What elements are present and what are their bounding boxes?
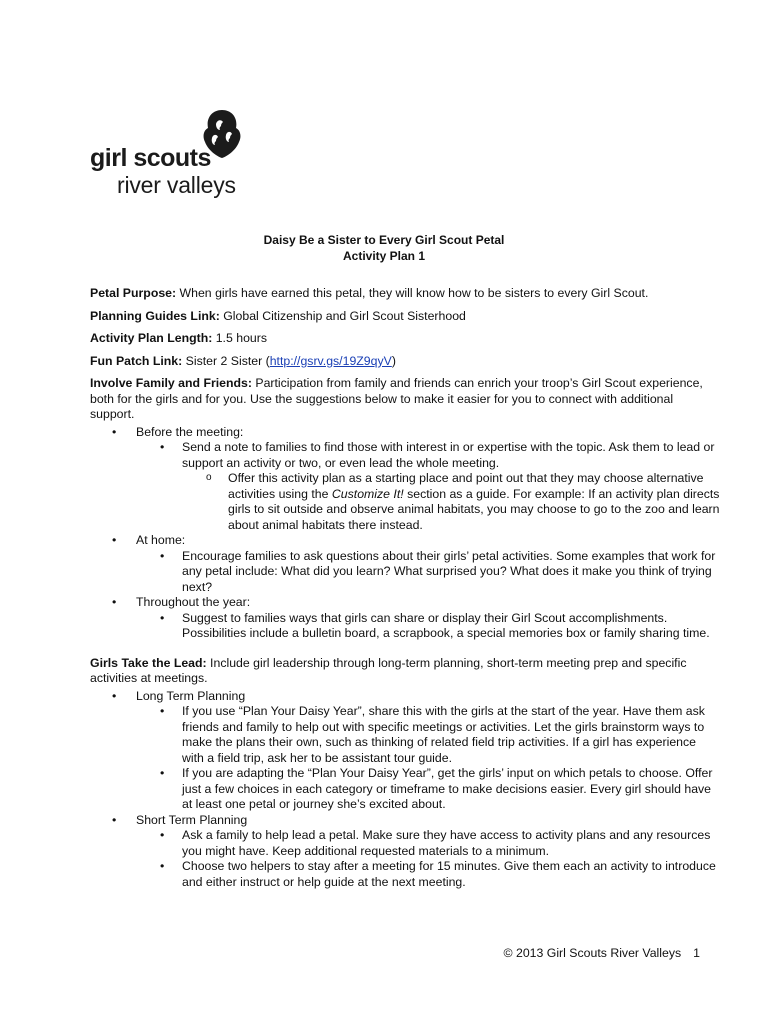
- document-body: [90, 286, 720, 890]
- list-item: [136, 704, 720, 766]
- customize-it-emphasis: Customize It!: [331, 486, 404, 501]
- lead-section-intro: [90, 656, 720, 687]
- short-term-item: Choose two helpers to stay after a meeting for 15 minutes. Give them each an activity to introduce and either instruct or help guide at the next meeting.: [182, 859, 716, 889]
- family-list: [90, 425, 720, 642]
- spacer: [90, 642, 720, 656]
- before-meeting-item: Send a note to families to find those with interest in or expertise with the topic. Ask them to lead or support an activity or two, or even lead the whole meeting.: [182, 440, 715, 470]
- footer-copyright: © 2013 Girl Scouts River Valleys: [503, 946, 682, 960]
- list-item: [136, 549, 720, 596]
- throughout-year-list: [136, 611, 720, 642]
- list-item: [90, 595, 720, 642]
- at-home-heading: At home:: [136, 533, 186, 547]
- fun-patch-link: [90, 354, 720, 370]
- fun-patch-url-link[interactable]: http://gsrv.gs/19Z9qyV: [269, 353, 392, 368]
- page-footer: [504, 946, 700, 960]
- planning-guides-text: Global Citizenship and Girl Scout Sisterhood: [219, 308, 466, 323]
- planning-guides: [90, 309, 720, 325]
- at-home-list: [136, 549, 720, 596]
- activity-plan-length-label: Activity Plan Length:: [90, 331, 213, 345]
- list-item: [90, 689, 720, 813]
- long-term-heading: Long Term Planning: [136, 688, 246, 703]
- list-item: [136, 766, 720, 813]
- list-item: [136, 611, 720, 642]
- lead-section-text: Include girl leadership through long-term planning, short-term meeting prep and specific activities at meetings.: [90, 655, 687, 685]
- fun-patch-text-end: ): [391, 353, 396, 368]
- long-term-item: If you use “Plan Your Daisy Year”, share this with the girls at the start of the year. Have them ask friends and family to help out with specific meetings or activities. Let the girls brainstorm ways to make the plans their own, such as thinking of related field trip activities. If a girl has experience with a field trip, ask her to be assistant tour guide.: [182, 704, 705, 765]
- list-item: [90, 533, 720, 595]
- before-sub-text: Offer this activity plan as a starting place and point out that they may choose alternative activities using the: [228, 471, 704, 501]
- fun-patch-text: Sister 2 Sister (: [182, 353, 270, 368]
- lead-section-label: Girls Take the Lead:: [90, 655, 207, 670]
- activity-plan-length: [90, 331, 720, 347]
- list-item: [182, 471, 720, 533]
- girl-scouts-logo: [90, 108, 290, 200]
- lead-list: [90, 689, 720, 891]
- document-title: Daisy Be a Sister to Every Girl Scout Petal: [263, 233, 505, 247]
- logo-text-river-valleys: river valleys: [117, 172, 236, 198]
- family-section-text: Participation from family and friends can enrich your troop’s Girl Scout experience, both for the girls and for you. Use the suggestions below to make it easier for you to connect with additional support.: [90, 376, 703, 421]
- at-home-item: Encourage families to ask questions about their girls’ petal activities. Some examples that work for any petal include: What did you learn? What surprised you? What does it make you think of trying next?: [182, 548, 716, 594]
- throughout-year-heading: Throughout the year:: [136, 595, 251, 609]
- list-item: [90, 813, 720, 891]
- family-section-intro: [90, 376, 720, 423]
- list-item: [136, 859, 720, 890]
- before-meeting-sublist: [182, 471, 720, 533]
- petal-purpose: [90, 286, 720, 302]
- petal-purpose-text: When girls have earned this petal, they will know how to be sisters to every Girl Scout.: [176, 286, 649, 300]
- short-term-item: Ask a family to help lead a petal. Make sure they have access to activity plans and any resources you might have. Keep additional requested materials to a minimum.: [182, 828, 711, 858]
- before-meeting-heading: Before the meeting:: [136, 424, 244, 439]
- document-subtitle: Activity Plan 1: [342, 249, 426, 263]
- list-item: [136, 828, 720, 859]
- short-term-list: [136, 828, 720, 890]
- planning-guides-label: Planning Guides Link:: [90, 308, 220, 323]
- family-section-label: Involve Family and Friends:: [90, 376, 252, 390]
- list-item: [136, 440, 720, 533]
- page-number: 1: [693, 946, 700, 960]
- long-term-list: [136, 704, 720, 813]
- fun-patch-label: Fun Patch Link:: [90, 353, 183, 368]
- activity-plan-length-text: 1.5 hours: [212, 331, 267, 345]
- before-meeting-list: [136, 440, 720, 533]
- throughout-year-item: Suggest to families ways that girls can share or display their Girl Scout accomplishments. Possibilities include a bulletin board, a scrapbook, a special memories box or family sharing time.: [182, 610, 710, 640]
- list-item: [90, 425, 720, 534]
- petal-purpose-label: Petal Purpose:: [90, 286, 177, 300]
- logo-text-girl-scouts: girl scouts: [90, 144, 211, 172]
- long-term-item: If you are adapting the “Plan Your Daisy Year”, get the girls’ input on which petals to choose. Offer just a few choices in each category or timeframe to make decisions easier. Every girl should have at least one petal or journey she’s excited about.: [182, 766, 713, 811]
- short-term-heading: Short Term Planning: [136, 812, 248, 827]
- before-sub-text-end: section as a guide. For example: If an activity plan directs girls to sit outside and observe animal habitats, you may choose to go to the zoo and learn about animal habitats there instead.: [228, 486, 720, 532]
